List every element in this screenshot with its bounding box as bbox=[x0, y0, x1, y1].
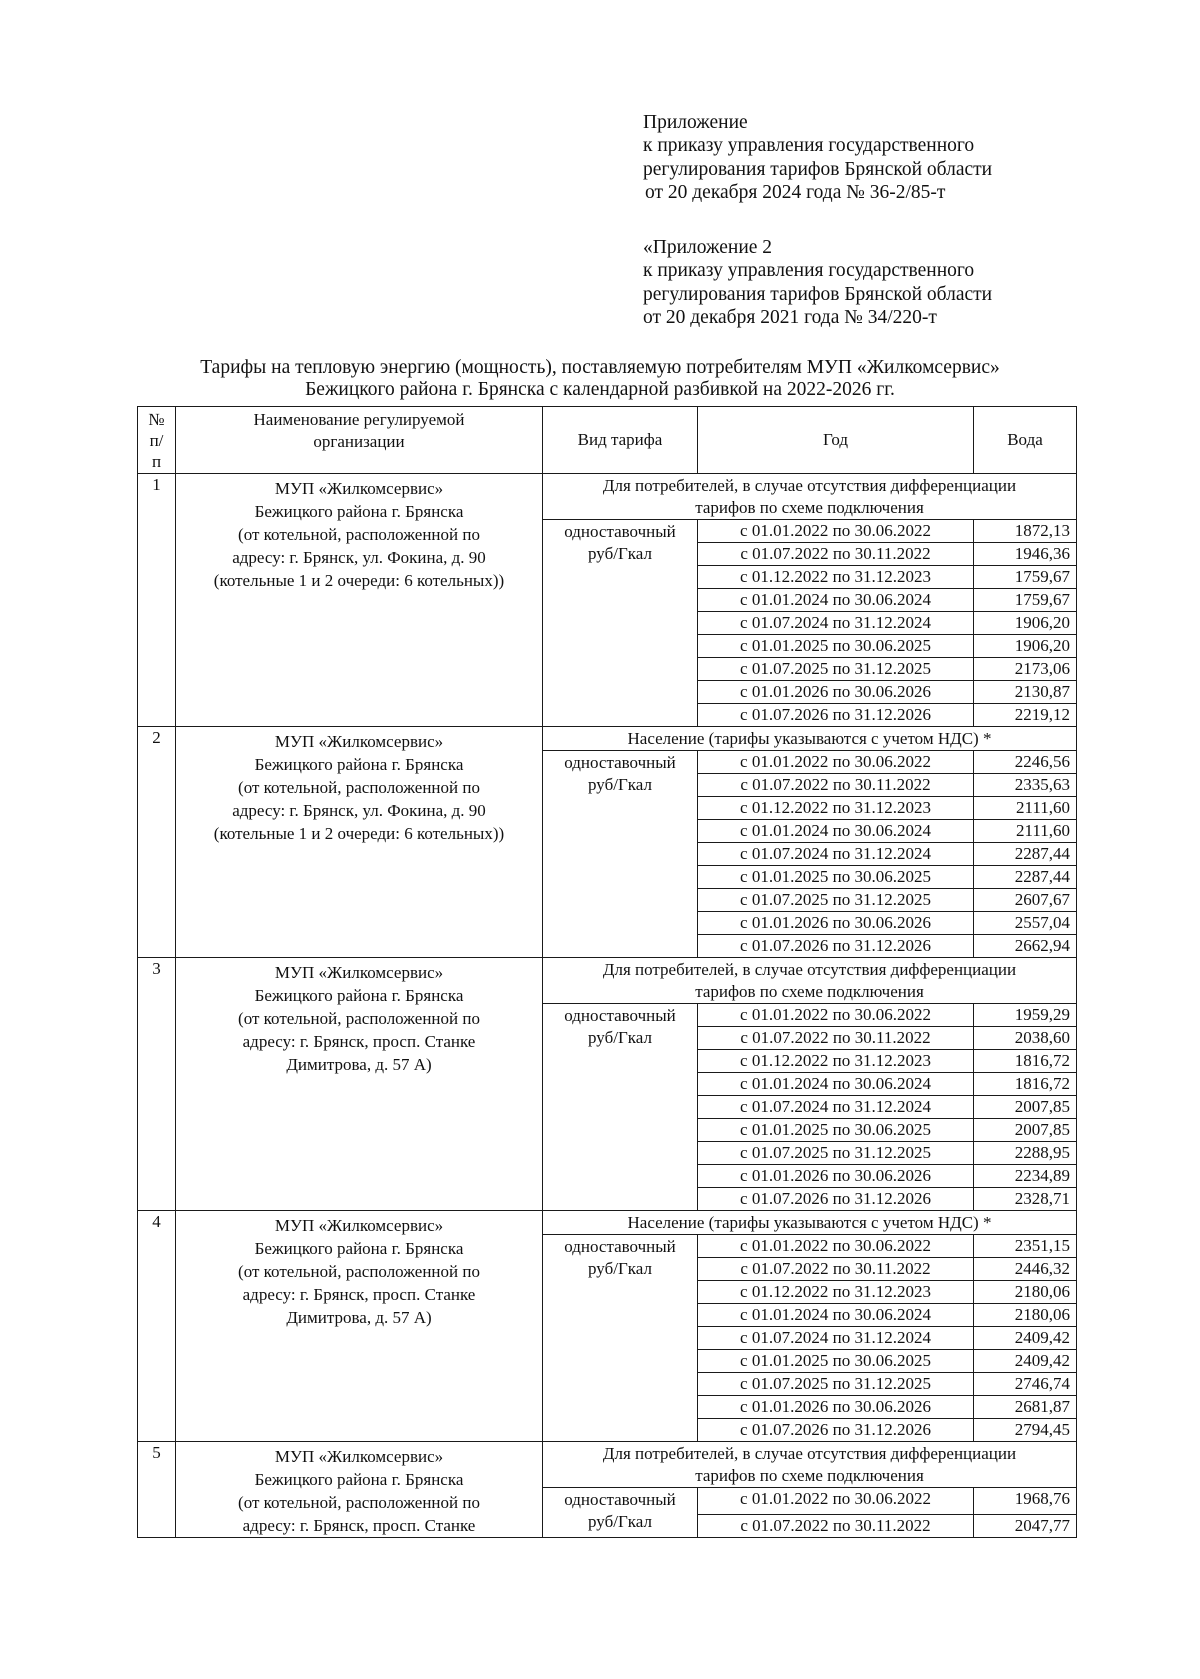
period-cell: с 01.07.2024 по 31.12.2024 bbox=[698, 1096, 974, 1119]
organization-cell bbox=[176, 1442, 543, 1538]
period-cell: с 01.01.2025 по 30.06.2025 bbox=[698, 866, 974, 889]
period-cell: с 01.07.2026 по 31.12.2026 bbox=[698, 704, 974, 727]
period-cell: с 01.07.2026 по 31.12.2026 bbox=[698, 1188, 974, 1211]
organization-line: Бежицкого района г. Брянска bbox=[254, 755, 464, 774]
water-tariff-value: 2287,44 bbox=[974, 866, 1077, 889]
consumer-category bbox=[543, 1211, 1077, 1235]
consumer-category bbox=[543, 727, 1077, 751]
water-tariff-value: 2180,06 bbox=[974, 1281, 1077, 1304]
annex-header-line: Приложение bbox=[643, 112, 748, 133]
period-cell: с 01.01.2024 по 30.06.2024 bbox=[698, 589, 974, 612]
organization-cell bbox=[176, 958, 543, 1211]
column-header-organization-line: Наименование регулируемой bbox=[253, 410, 465, 429]
water-tariff-value: 2287,44 bbox=[974, 843, 1077, 866]
water-tariff-value: 2038,60 bbox=[974, 1027, 1077, 1050]
period-cell: с 01.07.2024 по 31.12.2024 bbox=[698, 1327, 974, 1350]
organization-line: (от котельной, расположенной по bbox=[238, 778, 480, 797]
organization-line: адресу: г. Брянск, просп. Станке bbox=[242, 1285, 476, 1304]
organization-line: МУП «Жилкомсервис» bbox=[274, 1216, 444, 1235]
organization-line: (от котельной, расположенной по bbox=[238, 1493, 480, 1512]
table-row-category bbox=[138, 958, 1077, 1004]
water-tariff-value: 1968,76 bbox=[974, 1488, 1077, 1515]
period-cell: с 01.07.2022 по 30.11.2022 bbox=[698, 1258, 974, 1281]
annex-header-line: регулирования тарифов Брянской области bbox=[643, 158, 993, 180]
table-header-row bbox=[138, 407, 1077, 474]
water-tariff-value: 2409,42 bbox=[974, 1327, 1077, 1350]
annex2-header-line: от 20 декабря 2021 года № 34/220-т bbox=[643, 306, 937, 328]
table-row-category bbox=[138, 1442, 1077, 1488]
water-tariff-value: 1959,29 bbox=[974, 1004, 1077, 1027]
water-tariff-value: 1946,36 bbox=[974, 543, 1077, 566]
organization-line: Димитрова, д. 57 А) bbox=[286, 1308, 432, 1327]
document-title-line: Бежицкого района г. Брянска с календарной разбивкой на 2022-2026 гг. bbox=[305, 379, 895, 400]
column-header-organization bbox=[176, 407, 543, 474]
row-number: 3 bbox=[138, 958, 176, 1211]
water-tariff-value: 2409,42 bbox=[974, 1350, 1077, 1373]
period-cell: с 01.07.2024 по 31.12.2024 bbox=[698, 843, 974, 866]
organization-line: (от котельной, расположенной по bbox=[238, 525, 480, 544]
consumer-category-line: Для потребителей, в случае отсутствия дифференциации bbox=[602, 960, 1017, 979]
annex2-header-line: регулирования тарифов Брянской области bbox=[643, 283, 993, 305]
period-cell: с 01.07.2022 по 30.11.2022 bbox=[698, 1027, 974, 1050]
tariff-type-cell bbox=[543, 1004, 698, 1211]
consumer-category bbox=[543, 1442, 1077, 1488]
tariff-type-cell bbox=[543, 1235, 698, 1442]
organization-line: МУП «Жилкомсервис» bbox=[274, 479, 444, 498]
organization-line: МУП «Жилкомсервис» bbox=[274, 1447, 444, 1466]
column-header-number bbox=[138, 407, 176, 474]
document-title bbox=[100, 357, 1100, 401]
column-header-year: Год bbox=[698, 407, 974, 474]
table-row-category bbox=[138, 727, 1077, 751]
column-header-number-line: № bbox=[148, 409, 165, 429]
consumer-category-line: тарифов по схеме подключения bbox=[695, 498, 924, 517]
organization-line: адресу: г. Брянск, просп. Станке bbox=[242, 1032, 476, 1051]
water-tariff-value: 2335,63 bbox=[974, 774, 1077, 797]
period-cell: с 01.01.2026 по 30.06.2026 bbox=[698, 1396, 974, 1419]
period-cell: с 01.07.2026 по 31.12.2026 bbox=[698, 935, 974, 958]
table-body bbox=[138, 474, 1077, 1538]
period-cell: с 01.12.2022 по 31.12.2023 bbox=[698, 1050, 974, 1073]
water-tariff-value: 2180,06 bbox=[974, 1304, 1077, 1327]
organization-line: (от котельной, расположенной по bbox=[238, 1009, 480, 1028]
consumer-category bbox=[543, 958, 1077, 1004]
water-tariff-value: 2446,32 bbox=[974, 1258, 1077, 1281]
period-cell: с 01.01.2022 по 30.06.2022 bbox=[698, 751, 974, 774]
row-number: 2 bbox=[138, 727, 176, 958]
water-tariff-value: 1872,13 bbox=[974, 520, 1077, 543]
tariff-type-cell bbox=[543, 1488, 698, 1538]
organization-line: (котельные 1 и 2 очереди: 6 котельных)) bbox=[213, 571, 505, 590]
tariff-type-line: руб/Гкал bbox=[588, 1028, 652, 1047]
column-header-number-line: п bbox=[151, 451, 162, 471]
water-tariff-value: 2007,85 bbox=[974, 1119, 1077, 1142]
period-cell: с 01.01.2022 по 30.06.2022 bbox=[698, 520, 974, 543]
period-cell: с 01.07.2025 по 31.12.2025 bbox=[698, 889, 974, 912]
period-cell: с 01.01.2025 по 30.06.2025 bbox=[698, 635, 974, 658]
water-tariff-value: 2130,87 bbox=[974, 681, 1077, 704]
water-tariff-value: 2607,67 bbox=[974, 889, 1077, 912]
organization-cell bbox=[176, 727, 543, 958]
water-tariff-value: 2111,60 bbox=[974, 820, 1077, 843]
period-cell: с 01.01.2024 по 30.06.2024 bbox=[698, 1304, 974, 1327]
period-cell: с 01.01.2022 по 30.06.2022 bbox=[698, 1235, 974, 1258]
tariff-type-line: руб/Гкал bbox=[588, 1512, 652, 1531]
period-cell: с 01.12.2022 по 31.12.2023 bbox=[698, 1281, 974, 1304]
period-cell: с 01.01.2024 по 30.06.2024 bbox=[698, 1073, 974, 1096]
water-tariff-value: 2246,56 bbox=[974, 751, 1077, 774]
period-cell: с 01.01.2022 по 30.06.2022 bbox=[698, 1004, 974, 1027]
period-cell: с 01.07.2026 по 31.12.2026 bbox=[698, 1419, 974, 1442]
column-header-number-line: п/ bbox=[149, 430, 164, 450]
organization-line: (котельные 1 и 2 очереди: 6 котельных)) bbox=[213, 824, 505, 843]
annex-header-line: от 20 декабря 2024 года № 36-2/85-т bbox=[645, 181, 946, 203]
organization-line: адресу: г. Брянск, ул. Фокина, д. 90 bbox=[232, 801, 486, 820]
tariff-type-line: одноставочный bbox=[564, 522, 676, 541]
water-tariff-value: 2234,89 bbox=[974, 1165, 1077, 1188]
period-cell: с 01.01.2025 по 30.06.2025 bbox=[698, 1350, 974, 1373]
water-tariff-value: 1816,72 bbox=[974, 1050, 1077, 1073]
annex2-header-line: «Приложение 2 bbox=[643, 237, 773, 258]
organization-line: Димитрова, д. 57 А) bbox=[286, 1055, 432, 1074]
water-tariff-value: 1759,67 bbox=[974, 566, 1077, 589]
organization-line: Бежицкого района г. Брянска bbox=[254, 1470, 464, 1489]
organization-line: (от котельной, расположенной по bbox=[238, 1262, 480, 1281]
table-row-category bbox=[138, 1211, 1077, 1235]
period-cell: с 01.01.2026 по 30.06.2026 bbox=[698, 681, 974, 704]
organization-line: Бежицкого района г. Брянска bbox=[254, 986, 464, 1005]
organization-line: адресу: г. Брянск, просп. Станке bbox=[242, 1516, 476, 1535]
period-cell: с 01.07.2022 по 30.11.2022 bbox=[698, 543, 974, 566]
period-cell: с 01.12.2022 по 31.12.2023 bbox=[698, 797, 974, 820]
water-tariff-value: 2173,06 bbox=[974, 658, 1077, 681]
period-cell: с 01.01.2024 по 30.06.2024 bbox=[698, 820, 974, 843]
water-tariff-value: 2681,87 bbox=[974, 1396, 1077, 1419]
consumer-category-line: тарифов по схеме подключения bbox=[695, 982, 924, 1001]
consumer-category-line: Для потребителей, в случае отсутствия дифференциации bbox=[602, 476, 1017, 495]
period-cell: с 01.07.2025 по 31.12.2025 bbox=[698, 1373, 974, 1396]
tariff-type-line: руб/Гкал bbox=[588, 1259, 652, 1278]
water-tariff-value: 2047,77 bbox=[974, 1515, 1077, 1538]
water-tariff-value: 1906,20 bbox=[974, 612, 1077, 635]
consumer-category-line: тарифов по схеме подключения bbox=[695, 1466, 924, 1485]
consumer-category-line: Население (тарифы указываются с учетом НДС) * bbox=[627, 1213, 992, 1232]
water-tariff-value: 2328,71 bbox=[974, 1188, 1077, 1211]
water-tariff-value: 2351,15 bbox=[974, 1235, 1077, 1258]
water-tariff-value: 2794,45 bbox=[974, 1419, 1077, 1442]
period-cell: с 01.07.2022 по 30.11.2022 bbox=[698, 1515, 974, 1538]
period-cell: с 01.07.2025 по 31.12.2025 bbox=[698, 658, 974, 681]
table-row-category bbox=[138, 474, 1077, 520]
period-cell: с 01.12.2022 по 31.12.2023 bbox=[698, 566, 974, 589]
water-tariff-value: 2288,95 bbox=[974, 1142, 1077, 1165]
period-cell: с 01.07.2025 по 31.12.2025 bbox=[698, 1142, 974, 1165]
organization-line: МУП «Жилкомсервис» bbox=[274, 963, 444, 982]
annex2-header-line: к приказу управления государственного bbox=[643, 260, 975, 282]
water-tariff-value: 1906,20 bbox=[974, 635, 1077, 658]
period-cell: с 01.01.2022 по 30.06.2022 bbox=[698, 1488, 974, 1515]
tariff-type-line: одноставочный bbox=[564, 1006, 676, 1025]
period-cell: с 01.01.2026 по 30.06.2026 bbox=[698, 1165, 974, 1188]
water-tariff-value: 1816,72 bbox=[974, 1073, 1077, 1096]
tariff-type-cell bbox=[543, 520, 698, 727]
tariff-type-line: руб/Гкал bbox=[588, 544, 652, 563]
tariff-type-cell bbox=[543, 751, 698, 958]
consumer-category-line: Население (тарифы указываются с учетом НДС) * bbox=[627, 729, 992, 748]
organization-cell bbox=[176, 474, 543, 727]
organization-line: МУП «Жилкомсервис» bbox=[274, 732, 444, 751]
column-header-organization-line: организации bbox=[313, 432, 405, 451]
water-tariff-value: 2219,12 bbox=[974, 704, 1077, 727]
column-header-water: Вода bbox=[974, 407, 1077, 474]
water-tariff-value: 2746,74 bbox=[974, 1373, 1077, 1396]
period-cell: с 01.07.2024 по 31.12.2024 bbox=[698, 612, 974, 635]
tariff-table bbox=[137, 406, 1077, 1538]
water-tariff-value: 2662,94 bbox=[974, 935, 1077, 958]
row-number: 5 bbox=[138, 1442, 176, 1538]
consumer-category bbox=[543, 474, 1077, 520]
water-tariff-value: 2557,04 bbox=[974, 912, 1077, 935]
period-cell: с 01.07.2022 по 30.11.2022 bbox=[698, 774, 974, 797]
water-tariff-value: 2111,60 bbox=[974, 797, 1077, 820]
annex-header-line: к приказу управления государственного bbox=[643, 135, 975, 157]
tariff-type-line: одноставочный bbox=[564, 1490, 676, 1509]
annex-header bbox=[643, 111, 1093, 204]
tariff-type-line: одноставочный bbox=[564, 1237, 676, 1256]
organization-line: адресу: г. Брянск, ул. Фокина, д. 90 bbox=[232, 548, 486, 567]
row-number: 1 bbox=[138, 474, 176, 727]
document-title-line: Тарифы на тепловую энергию (мощность), поставляемую потребителям МУП «Жилкомсервис» bbox=[200, 357, 1000, 378]
organization-line: Бежицкого района г. Брянска bbox=[254, 1239, 464, 1258]
period-cell: с 01.01.2025 по 30.06.2025 bbox=[698, 1119, 974, 1142]
water-tariff-value: 2007,85 bbox=[974, 1096, 1077, 1119]
row-number: 4 bbox=[138, 1211, 176, 1442]
column-header-tariff-type: Вид тарифа bbox=[543, 407, 698, 474]
tariff-type-line: одноставочный bbox=[564, 753, 676, 772]
annex2-header bbox=[643, 236, 1093, 329]
water-tariff-value: 1759,67 bbox=[974, 589, 1077, 612]
tariff-type-line: руб/Гкал bbox=[588, 775, 652, 794]
period-cell: с 01.01.2026 по 30.06.2026 bbox=[698, 912, 974, 935]
consumer-category-line: Для потребителей, в случае отсутствия дифференциации bbox=[602, 1444, 1017, 1463]
organization-line: Бежицкого района г. Брянска bbox=[254, 502, 464, 521]
organization-cell bbox=[176, 1211, 543, 1442]
